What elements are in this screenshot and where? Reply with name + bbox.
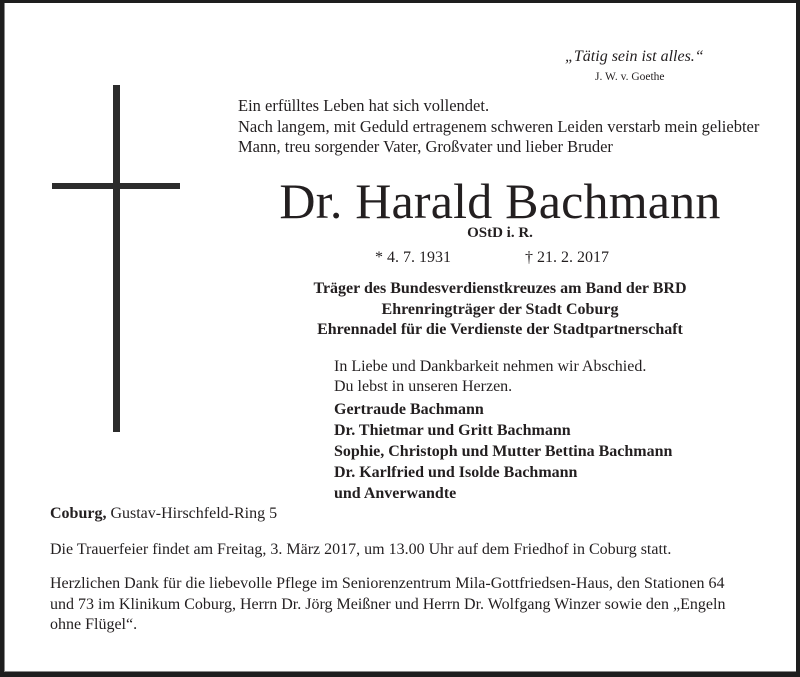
honor-item: Ehrennadel für die Verdienste der Stadtpartnerschaft: [317, 321, 683, 338]
deceased-name: Dr. Harald Bachmann: [279, 173, 721, 229]
family-member: Dr. Karlfried und Isolde Bachmann: [334, 464, 578, 481]
farewell-line: In Liebe und Dankbarkeit nehmen wir Abschied.: [334, 358, 647, 375]
intro-line: Mann, treu sorgender Vater, Großvater und lieber Bruder: [238, 137, 613, 156]
intro-line: Ein erfülltes Leben hat sich vollendet.: [238, 96, 490, 115]
thanks-line: und 73 im Klinikum Coburg, Herrn Dr. Jörg Meißner und Herrn Dr. Wolfgang Winzer sowie den „Engeln: [50, 595, 726, 613]
address-street: Gustav-Hirschfeld-Ring 5: [110, 505, 278, 522]
birth-date: * 4. 7. 1931: [375, 249, 451, 266]
obituary-notice: [4, 3, 796, 672]
intro-line: Nach langem, mit Geduld ertragenem schweren Leiden verstarb mein geliebter: [238, 116, 760, 136]
honor-item: Ehrenringträger der Stadt Coburg: [381, 300, 619, 318]
epigraph-quote: „Tätig sein ist alles.“: [565, 48, 704, 65]
intro-text: [238, 96, 759, 158]
family-member: Gertraude Bachmann: [334, 401, 484, 418]
thanks-line: Herzlichen Dank für die liebevolle Pflege im Seniorenzentrum Mila-Gottfriedsen-Haus, den Stationen 64: [50, 575, 725, 592]
address-city: Coburg,: [50, 505, 107, 522]
thanks-text: [50, 574, 740, 636]
address: [50, 505, 277, 523]
deceased-title: OStD i. R.: [467, 225, 533, 241]
farewell-line: Du lebst in unseren Herzen.: [334, 378, 513, 395]
family-member: und Anverwandte: [334, 485, 457, 502]
cross-vertical-bar: [113, 85, 120, 432]
family-member: Dr. Thietmar und Gritt Bachmann: [334, 422, 571, 439]
ceremony-notice: Die Trauerfeier findet am Freitag, 3. März 2017, um 13.00 Uhr auf dem Friedhof in Coburg statt.: [50, 541, 672, 558]
family-list: [334, 399, 672, 504]
farewell-text: [334, 357, 646, 397]
thanks-line: ohne Flügel“.: [50, 616, 138, 633]
honors-list: [5, 279, 800, 341]
epigraph-author: J. W. v. Goethe: [595, 71, 665, 83]
death-date: † 21. 2. 2017: [525, 249, 609, 266]
honor-item: Träger des Bundesverdienstkreuzes am Band der BRD: [313, 280, 687, 297]
family-member: Sophie, Christoph und Mutter Bettina Bachmann: [334, 443, 673, 460]
